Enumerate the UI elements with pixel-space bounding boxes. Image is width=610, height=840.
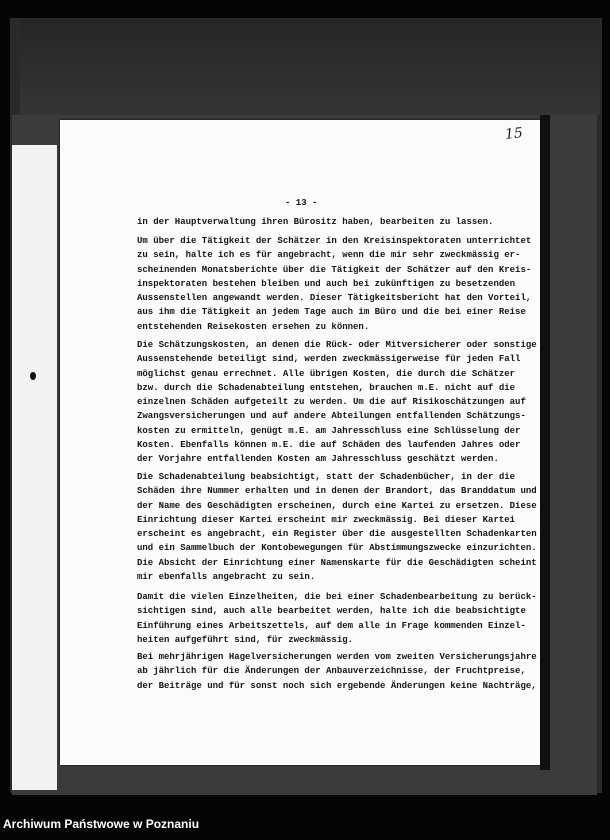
text-line: Die Schätzungskosten, an denen die Rück- oder Mitversicherer oder sonstige — [137, 340, 537, 350]
text-line: entstehenden Reisekosten ersehen zu können. — [137, 321, 370, 332]
paragraph — [137, 590, 537, 647]
text-line: erscheint es angebracht, ein Register über die ausgestellten Schadenkarten — [137, 529, 537, 540]
previous-page-edge — [12, 145, 57, 790]
text-line: sichtigen sind, auch alle bearbeitet werden, halte ich die beabsichtigte — [137, 606, 526, 617]
text-line: zu sein, halte ich es für angebracht, wenn die mir sehr zweckmässig er- — [137, 250, 521, 261]
text-line: möglichst genau errechnet. Alle übrigen Kosten, die durch die Schätzer — [137, 368, 516, 379]
text-line: Die Absicht der Einrichtung einer Namenskarte für die Geschädigten scheint — [137, 557, 537, 568]
text-line: Einführung eines Arbeitszettels, auf dem alle in Frage kommenden Einzel- — [137, 620, 526, 631]
scan-top-area — [20, 20, 600, 115]
text-line: in der Hauptverwaltung ihren Bürositz haben, bearbeiten zu lassen. — [137, 217, 494, 227]
text-line: der Beiträge und für sonst noch sich ergebende Änderungen keine Nachträge, — [137, 680, 537, 691]
text-line: Um über die Tätigkeit der Schätzer in den Kreisinspektoraten unterrichtet — [137, 236, 532, 246]
handwritten-folio-number: 15 — [504, 125, 524, 143]
paragraph — [137, 215, 493, 229]
paragraph — [137, 470, 537, 584]
text-line: Aussenstellen angewandt werden. Dieser Tätigkeitsbericht hat den Vorteil, — [137, 293, 532, 304]
text-line: Einrichtung dieser Kartei erscheint mir zweckmässig. Bei dieser Kartei — [137, 514, 516, 525]
text-line: der Vorjahre entfallenden Kosten am Jahresschluss geschätzt werden. — [137, 454, 499, 465]
document-page — [60, 120, 540, 765]
archive-watermark: Archiwum Państwowe w Poznaniu — [3, 817, 200, 831]
text-line: heiten aufgeführt sind, für zweckmässig. — [137, 634, 354, 645]
text-line: Kosten. Ebenfalls können m.E. die auf Schäden des laufenden Jahres oder — [137, 440, 521, 451]
text-line: einzelnen Schäden aufgeteilt zu werden. Um die auf Risikoschätzungen auf — [137, 397, 526, 408]
text-line: der Name des Geschädigten erscheinen, durch eine Kartei zu ersetzen. Diese — [137, 500, 537, 511]
punch-hole-mark — [30, 372, 36, 380]
text-line: scheinenden Monatsberichte über die Tätigkeit der Schätzer auf den Kreis- — [137, 264, 532, 275]
text-line: Aussenstehende beteiligt sind, werden zweckmässigerweise für jeden Fall — [137, 354, 521, 365]
paragraph — [137, 650, 537, 693]
text-line: kosten zu ermitteln, genügt m.E. am Jahresschluss eine Schlüsselung der — [137, 425, 521, 436]
text-line: aus ihm die Tätigkeit an jedem Tage auch im Büro und die bei einer Reise — [137, 307, 526, 318]
text-line: mir ebenfalls angebracht zu sein. — [137, 572, 316, 583]
text-line: inspektoraten bestehen bleiben und auch bei zukünftigen zu besetzenden — [137, 278, 516, 289]
text-line: Zwangsversicherungen und auf andere Abteilungen entfallenden Schätzungs- — [137, 411, 526, 422]
text-line: Bei mehrjährigen Hagelversicherungen werden vom zweiten Versicherungsjahre — [137, 652, 537, 662]
text-line: Die Schadenabteilung beabsichtigt, statt der Schadenbücher, in der die — [137, 472, 516, 482]
text-line: bzw. durch die Schadenabteilung entstehen, brauchen m.E. nicht auf die — [137, 382, 516, 393]
paragraph — [137, 234, 531, 334]
page-number: - 13 - — [285, 198, 318, 208]
text-line: und ein Sammelbuch der Kontobewegungen für Abstimmungszwecke einzurichten. — [137, 543, 537, 554]
paragraph — [137, 338, 537, 467]
text-line: ab jährlich für die Änderungen der Anbauverzeichnisse, der Fruchtpreise, — [137, 666, 526, 677]
text-line: Schäden ihre Nummer erhalten und in denen der Brandort, das Branddatum und — [137, 486, 537, 497]
text-line: Damit die vielen Einzelheiten, die bei einer Schadenbearbeitung zu berück- — [137, 592, 537, 602]
page-shadow — [540, 115, 550, 770]
